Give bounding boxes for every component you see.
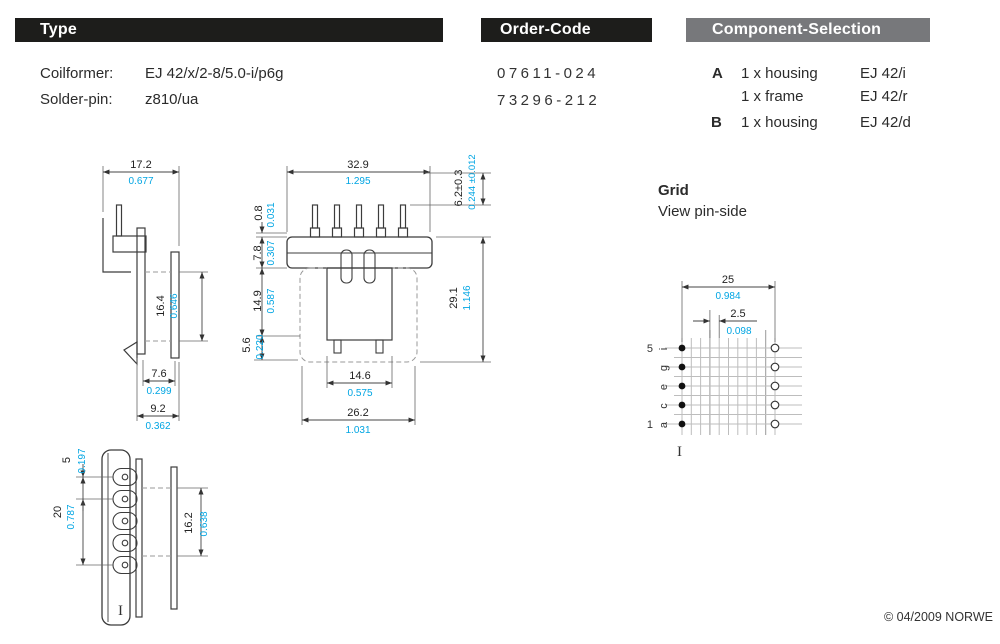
pinview-section-marker: I — [118, 603, 123, 619]
dim-front-inner-in: 0.575 — [347, 388, 373, 399]
drawing-side-view — [103, 159, 208, 432]
side-flange-left — [137, 228, 145, 354]
dim-front-height-in: 1.146 — [462, 285, 473, 311]
component-row-b-part: EJ 42/d — [860, 114, 911, 131]
dim-grid-width-in: 0.984 — [715, 291, 741, 302]
component-selection-header-label: Component-Selection — [712, 21, 882, 38]
component-row-b-key: B — [711, 114, 722, 131]
dim-side-width-mm: 17.2 — [130, 159, 152, 171]
drawing-pin-view — [52, 448, 210, 625]
type-header-label: Type — [40, 21, 77, 38]
dim-pinview-pitch-mm: 5 — [61, 456, 73, 464]
front-foot-right — [376, 340, 383, 353]
dim-front-body-mm: 14.9 — [252, 290, 264, 312]
dim-pinview-window-in: 0.638 — [199, 511, 210, 537]
side-pin-block — [113, 236, 146, 252]
pinview-flange-right — [171, 467, 177, 609]
grid-subtitle: View pin-side — [658, 203, 747, 220]
grid-horizontal-lines — [665, 348, 802, 424]
component-row-a-part: EJ 42/i — [860, 65, 906, 82]
pinview-body — [102, 450, 130, 625]
dim-side-window-in: 0.646 — [169, 293, 180, 319]
side-foot — [124, 342, 137, 364]
order-code-1: 07611-024 — [497, 65, 600, 82]
dim-front-height-mm: 29.1 — [448, 287, 460, 309]
grid-row-letter-i: i — [658, 347, 670, 351]
copyright-note: © 04/2009 NORWE — [883, 610, 993, 624]
dim-front-lip-mm: 0.8 — [253, 205, 265, 221]
dim-front-body-in: 0.587 — [266, 288, 277, 314]
dim-side-pinzone-mm: 7.6 — [151, 368, 167, 380]
dim-pinview-span-in: 0.787 — [66, 504, 77, 530]
dim-front-foot-in: 0.220 — [255, 334, 266, 360]
grid-vertical-lines — [682, 330, 775, 435]
coilformer-value: EJ 42/x/2-8/5.0-i/p6g — [145, 65, 284, 82]
dim-grid-pitch-mm: 2.5 — [730, 308, 746, 320]
dim-front-width-mm: 32.9 — [347, 159, 369, 171]
grid-row-number-top: 5 — [646, 343, 653, 355]
dim-front-outer-in: 1.031 — [345, 425, 371, 436]
dim-pinview-window-mm: 16.2 — [183, 512, 195, 534]
side-pin — [117, 205, 122, 236]
grid-section-marker: I — [677, 444, 682, 460]
dim-side-flange-mm: 9.2 — [150, 403, 166, 415]
component-row-a-key: A — [712, 65, 723, 82]
grid-diagram — [647, 274, 802, 460]
component-row-b-item: 1 x housing — [741, 114, 818, 131]
grid-row-letter-c: c — [658, 403, 670, 409]
dim-front-header-mm: 7.8 — [252, 245, 264, 261]
dim-grid-width-mm: 25 — [721, 274, 735, 286]
dim-side-width-in: 0.677 — [128, 176, 154, 187]
component-row-a2-item: 1 x frame — [741, 88, 804, 105]
dim-pinview-span-mm: 20 — [52, 505, 64, 519]
front-center-slot-2 — [364, 250, 375, 283]
component-row-a-item: 1 x housing — [741, 65, 818, 82]
solder-pin-value: z810/ua — [145, 91, 199, 108]
dim-front-pin-in: 0.244 ±0.012 — [467, 154, 478, 210]
coilformer-label: Coilformer: — [40, 65, 114, 82]
dim-side-pinzone-in: 0.299 — [146, 386, 172, 397]
component-row-a2-part: EJ 42/r — [860, 88, 908, 105]
dim-front-inner-mm: 14.6 — [349, 370, 371, 382]
solder-pin-label: Solder-pin: — [40, 91, 113, 108]
pinview-flange-left — [136, 459, 142, 617]
grid-row-number-bottom: 1 — [646, 419, 653, 431]
front-center-slot-1 — [341, 250, 352, 283]
grid-row-letter-g: g — [658, 364, 670, 372]
front-pins — [311, 205, 408, 237]
pinview-lobes — [113, 469, 137, 574]
dim-front-pin-mm: 6.2±0.3 — [453, 169, 465, 207]
dim-side-flange-in: 0.362 — [145, 421, 171, 432]
order-code-header-label: Order-Code — [500, 21, 591, 38]
front-header-block — [287, 237, 432, 268]
drawing-front-view — [241, 154, 491, 436]
front-housing-hidden — [300, 268, 417, 362]
dim-front-outer-mm: 26.2 — [347, 407, 369, 419]
dim-grid-pitch-in: 0.098 — [726, 326, 752, 337]
front-core-body — [327, 268, 392, 340]
dim-front-foot-mm: 5.6 — [241, 337, 253, 353]
dim-pinview-pitch-in: 0.197 — [77, 448, 88, 474]
front-foot-left — [334, 340, 341, 353]
grid-row-letter-e: e — [658, 383, 670, 391]
grid-title: Grid — [658, 182, 689, 199]
grid-row-letter-a: a — [658, 421, 670, 429]
dim-front-header-in: 0.307 — [266, 240, 277, 266]
order-code-2: 73296-212 — [497, 92, 601, 109]
dim-front-width-in: 1.295 — [345, 176, 371, 187]
dim-side-window-mm: 16.4 — [155, 295, 167, 317]
dim-front-lip-in: 0.031 — [266, 202, 277, 228]
